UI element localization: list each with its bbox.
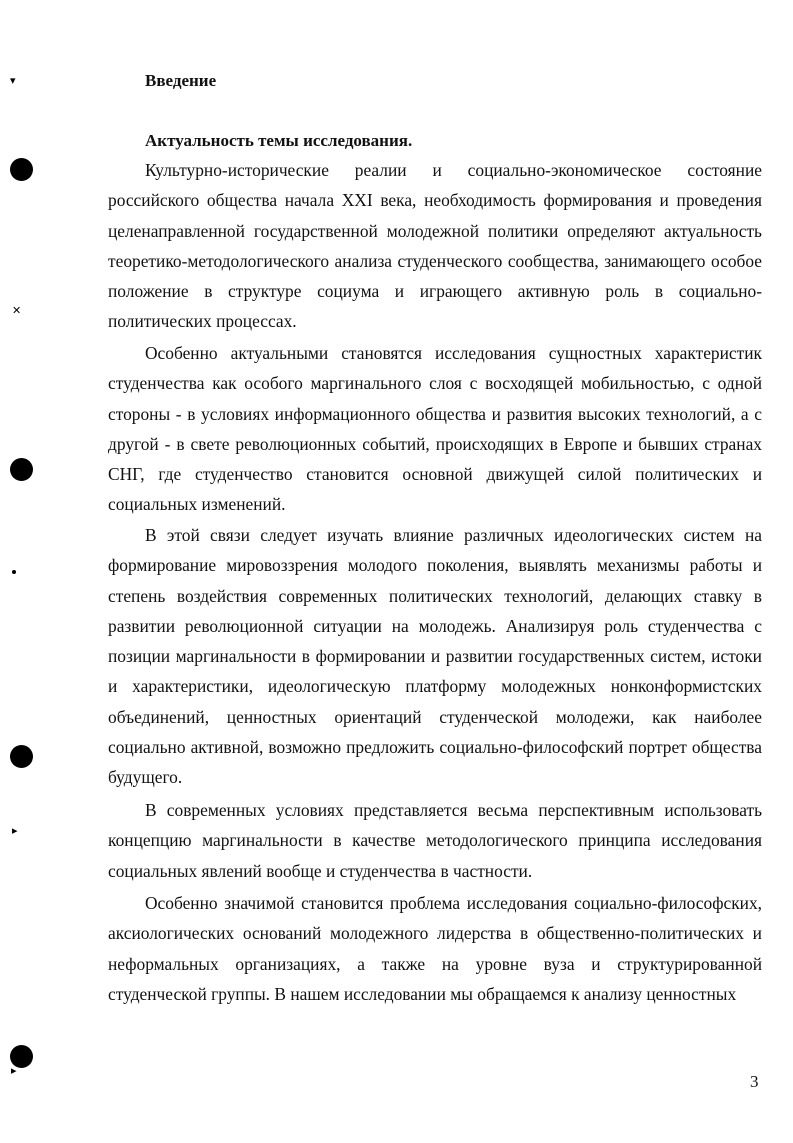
body-paragraph: В современных условиях представляется весьма перспективным использовать концепцию маргинальности в качестве методологического принципа исследования социальных явлений вообще и студенчества в частности. bbox=[108, 800, 762, 881]
scan-speck: ▸ bbox=[12, 825, 18, 837]
body-paragraph: Особенно значимой становится проблема исследования социально-философских, аксиологических оснований молодежного лидерства в общественно-политических и неформальных организациях, а также на уровне вуза и структурированной студенческой группы. В нашем исследовании мы обращаемся к анализу ценностных bbox=[108, 893, 762, 1004]
page-title: Введение bbox=[145, 71, 217, 90]
body-paragraph: Особенно актуальными становятся исследования сущностных характеристик студенчества как особого маргинального слоя с восходящей мобильностью, с одной стороны - в условиях информационного общества и развития высоких технологий, а с другой - в свете революционных событий, происходящих в Европе и бывших странах СНГ, где студенчество становится основной движущей силой политических и социальных изменений. bbox=[108, 343, 762, 515]
scan-speck: ▸ bbox=[11, 1065, 17, 1077]
binder-hole-mark bbox=[10, 158, 33, 181]
binder-hole-mark bbox=[10, 458, 33, 481]
section-heading: Актуальность темы исследования. bbox=[145, 131, 413, 150]
body-paragraph: В этой связи следует изучать влияние различных идеологических систем на формирование мировоззрения молодого поколения, выявлять механизмы работы и степень воздействия современных политических технологий, делающих ставку в развитии революционной ситуации на молодежь. Анализируя роль студенчества с позиции маргинальности в формировании и развитии государственных систем, истоки и характеристики, идеологическую платформу молодежных нонконформистских объединений, ценностных ориентаций студенческой молодежи, как наиболее социально активной, возможно предложить социально-философский портрет общества будущего. bbox=[108, 525, 762, 788]
page-number: 3 bbox=[750, 1072, 759, 1091]
scan-speck bbox=[12, 570, 16, 574]
scan-speck: ▾ bbox=[10, 75, 16, 87]
body-paragraph: Культурно-исторические реалии и социально-экономическое состояние российского общества начала XXI века, необходимость формирования и проведения целенаправленной государственной молодежной политики определяют актуальность теоретико-методологического анализа студенческого сообщества, занимающего особое положение в структуре социума и играющего активную роль в социально-политических процессах. bbox=[108, 160, 762, 332]
binder-hole-mark bbox=[10, 745, 33, 768]
scan-speck: ✕ bbox=[12, 305, 22, 317]
